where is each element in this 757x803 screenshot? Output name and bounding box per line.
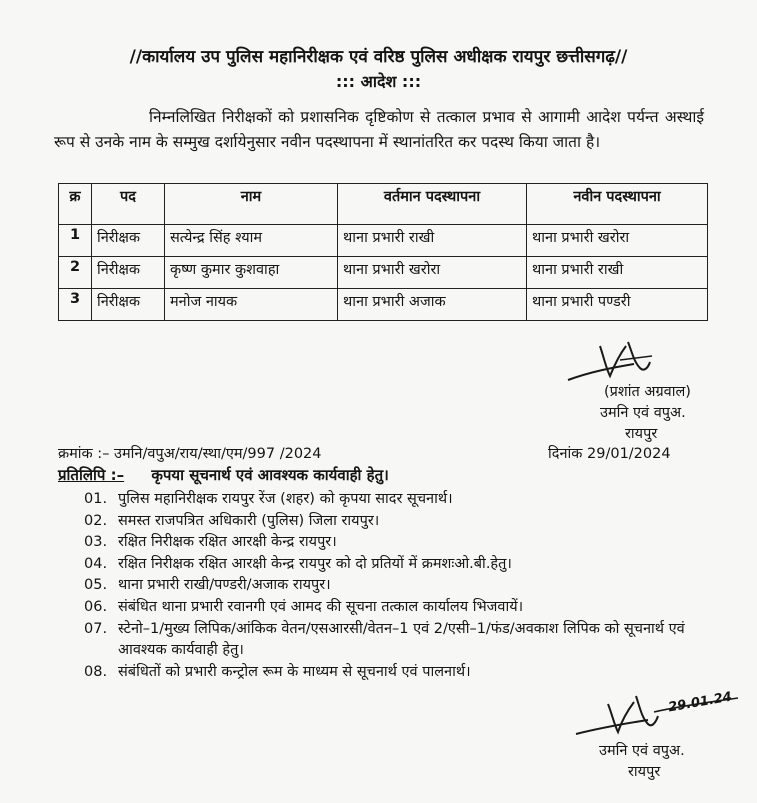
list-item bbox=[84, 489, 724, 511]
copy-heading bbox=[58, 465, 389, 485]
table-row bbox=[59, 289, 708, 321]
list-item bbox=[84, 597, 724, 619]
list-item-number: 08. bbox=[84, 663, 108, 680]
officer-name-1: (प्रशांत अग्रवाल) bbox=[604, 384, 691, 400]
officer-place-2: रायपुर bbox=[628, 764, 661, 780]
table-row bbox=[59, 225, 708, 257]
col-name: नाम bbox=[165, 184, 338, 225]
list-item-number: 04. bbox=[84, 555, 108, 572]
list-item-text: संबंधित थाना प्रभारी रवानगी एवं आमद की सूचना तत्काल कार्यालय भिजवायें। bbox=[118, 598, 524, 615]
signature-1 bbox=[560, 338, 670, 386]
officer-place-1: रायपुर bbox=[625, 426, 658, 442]
list-item-text: संबंधितों को प्रभारी कन्ट्रोल रूम के माध्यम से सूचनार्थ एवं पालनार्थ। bbox=[118, 663, 471, 680]
list-item bbox=[84, 532, 724, 554]
cell-new-posting: थाना प्रभारी खरोरा bbox=[527, 225, 708, 257]
cell-post: निरीक्षक bbox=[92, 289, 165, 321]
col-current-posting: वर्तमान पदस्थापना bbox=[338, 184, 527, 225]
col-serial: क्र bbox=[59, 184, 92, 225]
list-item-number: 03. bbox=[84, 534, 108, 551]
transfer-table bbox=[58, 183, 708, 321]
list-item bbox=[84, 619, 724, 662]
list-item-text: पुलिस महानिरीक्षक रायपुर रेंज (शहर) को कृपया सादर सूचनार्थ। bbox=[118, 491, 453, 507]
cell-new-posting: थाना प्रभारी राखी bbox=[527, 257, 708, 289]
cell-current-posting: थाना प्रभारी खरोरा bbox=[338, 257, 527, 289]
cell-current-posting: थाना प्रभारी राखी bbox=[338, 225, 527, 257]
list-item-text: रक्षित निरीक्षक रक्षित आरक्षी केन्द्र रायपुर। bbox=[118, 534, 337, 551]
list-item bbox=[84, 554, 724, 576]
col-new-posting: नवीन पदस्थापना bbox=[527, 184, 708, 225]
list-item-text: समस्त राजपत्रित अधिकारी (पुलिस) जिला रायपुर। bbox=[118, 512, 380, 529]
officer-designation-1: उमनि एवं वपुअ. bbox=[600, 405, 686, 421]
cell-post: निरीक्षक bbox=[92, 225, 165, 257]
cell-new-posting: थाना प्रभारी पण्डरी bbox=[527, 289, 708, 321]
handwritten-signature-icon bbox=[560, 338, 670, 386]
order-heading: ::: आदेश ::: bbox=[335, 72, 422, 91]
list-item-number: 02. bbox=[84, 512, 108, 529]
handwritten-date: 29.01.24 bbox=[667, 689, 733, 716]
table-row bbox=[59, 257, 708, 289]
list-item-text: थाना प्रभारी राखी/पण्डरी/अजाक रायपुर। bbox=[118, 577, 331, 594]
cell-name: मनोज नायक bbox=[165, 289, 338, 321]
cell-name: कृष्ण कुमार कुशवाहा bbox=[165, 257, 338, 289]
cell-current-posting: थाना प्रभारी अजाक bbox=[338, 289, 527, 321]
copy-subject: कृपया सूचनार्थ एवं आवश्यक कार्यवाही हेतु। bbox=[151, 466, 389, 484]
list-item-number: 07. bbox=[84, 620, 108, 637]
list-item-number: 06. bbox=[84, 598, 108, 615]
list-item-number: 05. bbox=[84, 577, 108, 594]
copy-list bbox=[84, 489, 724, 683]
cell-name: सत्येन्द्र सिंह श्याम bbox=[165, 225, 338, 257]
list-item bbox=[84, 575, 724, 597]
officer-designation-2: उमनि एवं वपुअ. bbox=[599, 743, 685, 759]
cell-serial: 3 bbox=[59, 289, 92, 321]
list-item-text: रक्षित निरीक्षक रक्षित आरक्षी केन्द्र रायपुर को दो प्रतियों में क्रमशःओ.बी.हेतु। bbox=[118, 555, 512, 572]
cell-post: निरीक्षक bbox=[92, 257, 165, 289]
cell-serial: 2 bbox=[59, 257, 92, 289]
copy-label: प्रतिलिपि :– bbox=[58, 466, 125, 484]
col-post: पद bbox=[92, 184, 165, 225]
list-item-text: स्टेनो–1/मुख्य लिपिक/आंकिक वेतन/एसआरसी/वेतन–1 एवं 2/एसी–1/फंड/अवकाश लिपिक को सूचनार्थ एवं आवश्यक कार्यवाही हेतु। bbox=[118, 620, 685, 659]
reference-number: क्रमांक :– उमनि/वपुअ/राय/स्था/एम/997 /2024 bbox=[58, 446, 322, 462]
list-item bbox=[84, 662, 724, 684]
order-paragraph: निम्नलिखित निरीक्षकों को प्रशासनिक दृष्टिकोण से तत्काल प्रभाव से आगामी आदेश पर्यन्त अस्थाई रूप से उनके नाम के सम्मुख दर्शायेनुसार नवीन पदस्थापना में स्थानांतरित कर पदस्थ किया जाता है। bbox=[54, 108, 704, 151]
cell-serial: 1 bbox=[59, 225, 92, 257]
list-item bbox=[84, 511, 724, 533]
list-item-number: 01. bbox=[84, 491, 108, 507]
reference-date: दिनांक 29/01/2024 bbox=[548, 446, 671, 462]
table-header-row bbox=[59, 184, 708, 225]
document-title: //कार्यालय उप पुलिस महानिरीक्षक एवं वरिष्ठ पुलिस अधीक्षक रायपुर छत्तीसगढ़// bbox=[129, 47, 628, 67]
